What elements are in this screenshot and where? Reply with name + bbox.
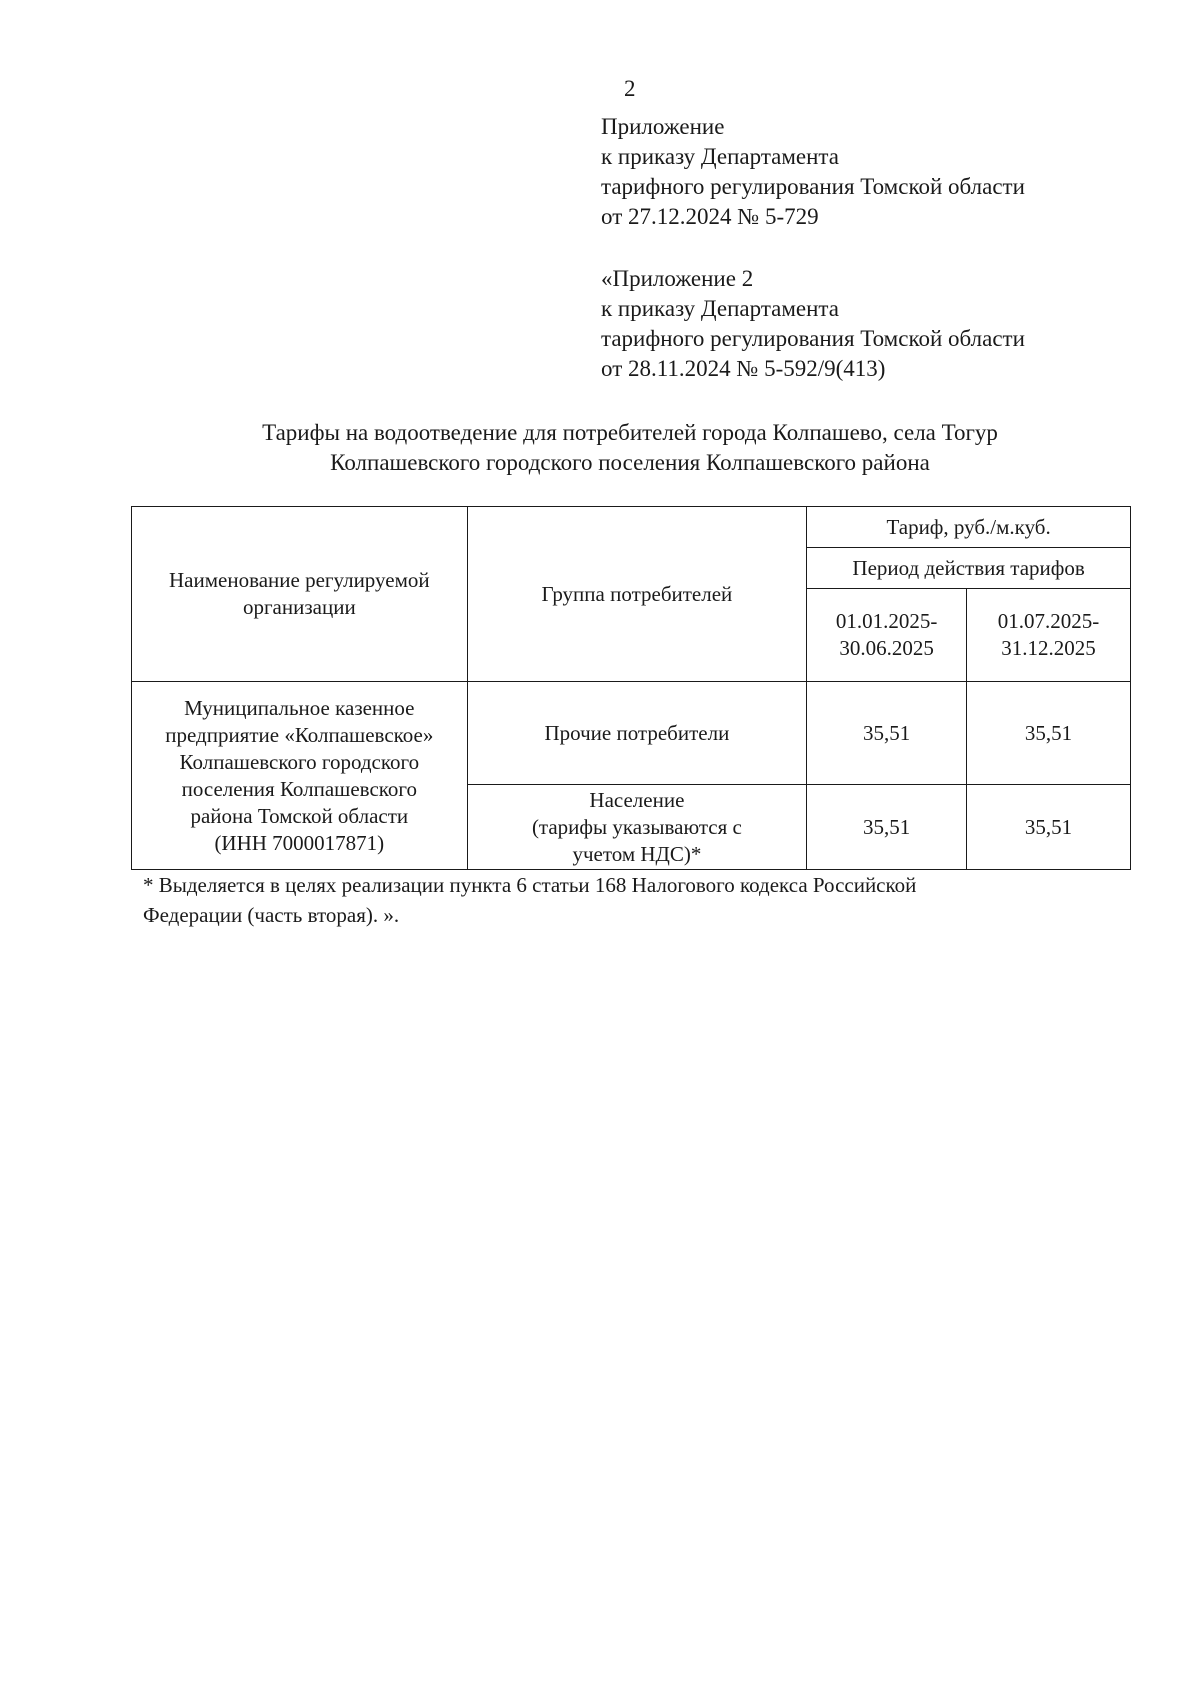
amended-appendix-line: тарифного регулирования Томской области <box>601 326 1025 351</box>
footnote-line-1: * Выделяется в целях реализации пункта 6 статьи 168 Налогового кодекса Российской <box>143 873 917 897</box>
footnote <box>143 870 1103 930</box>
appendix-line: Приложение <box>601 114 725 139</box>
header-period: Период действия тарифов <box>807 548 1131 589</box>
title-line-2: Колпашевского городского поселения Колпашевского района <box>330 450 930 475</box>
header-tariff: Тариф, руб./м.куб. <box>807 507 1131 548</box>
organization-cell: Муниципальное казенное предприятие «Колпашевское» Колпашевского городского поселения Колпашевского района Томской области (ИНН 7000017871) <box>132 682 468 870</box>
tariff-value-cell: 35,51 <box>967 785 1131 870</box>
footnote-line-2: Федерации (часть вторая). ». <box>143 903 400 927</box>
amended-appendix-line: «Приложение 2 <box>601 266 754 291</box>
header-period-1: 01.01.2025- 30.06.2025 <box>807 589 967 682</box>
consumer-group-cell: Население (тарифы указываются с учетом НДС)* <box>467 785 807 870</box>
document-title <box>130 418 1130 478</box>
header-organization: Наименование регулируемой организации <box>132 507 468 682</box>
amended-appendix-line: к приказу Департамента <box>601 296 839 321</box>
consumer-group-cell: Прочие потребители <box>467 682 807 785</box>
appendix-reference <box>601 112 1025 232</box>
tariff-value-cell: 35,51 <box>967 682 1131 785</box>
tariff-table <box>131 506 1131 870</box>
tariff-value-cell: 35,51 <box>807 785 967 870</box>
page-number: 2 <box>624 76 636 101</box>
appendix-line: от 27.12.2024 № 5-729 <box>601 204 819 229</box>
title-line-1: Тарифы на водоотведение для потребителей города Колпашево, села Тогур <box>262 420 998 445</box>
table-header-row <box>132 507 1131 548</box>
header-period-2: 01.07.2025- 31.12.2025 <box>967 589 1131 682</box>
amended-appendix-line: от 28.11.2024 № 5-592/9(413) <box>601 356 886 381</box>
header-consumer-group: Группа потребителей <box>467 507 807 682</box>
table-row <box>132 682 1131 785</box>
amended-appendix-reference <box>601 264 1025 384</box>
appendix-line: тарифного регулирования Томской области <box>601 174 1025 199</box>
appendix-line: к приказу Департамента <box>601 144 839 169</box>
tariff-value-cell: 35,51 <box>807 682 967 785</box>
